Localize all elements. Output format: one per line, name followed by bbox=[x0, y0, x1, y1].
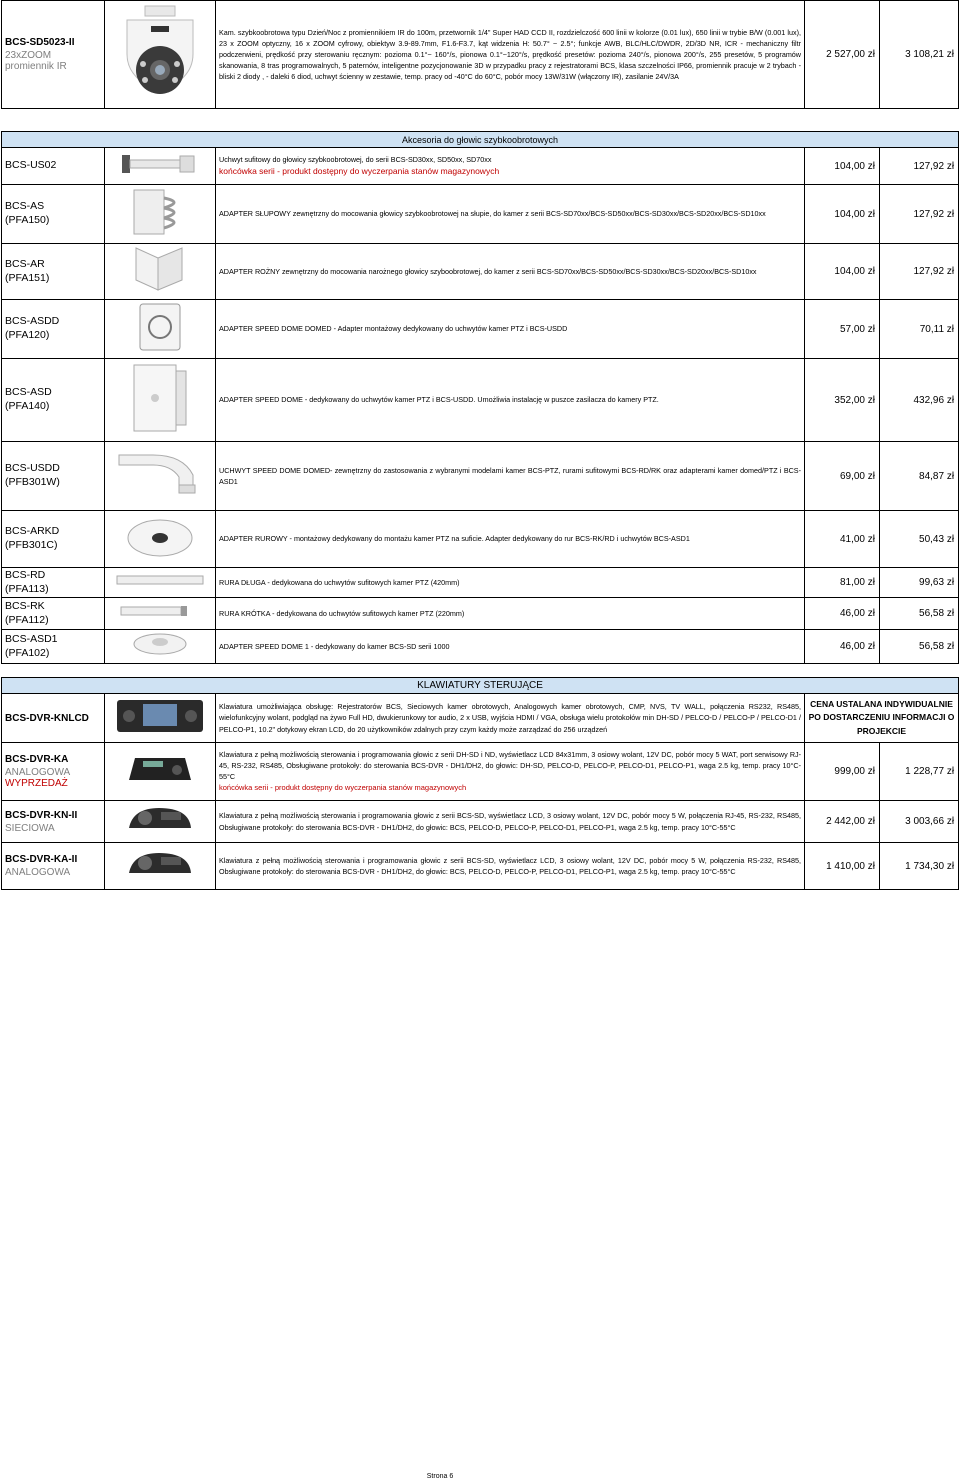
table-row bbox=[2, 244, 959, 300]
item-description: ADAPTER RUROWY - montażowy dedykowany do montażu kamer PTZ na suficie. Adapter dedykowany do rur BCS-RK/RD i uchwytów BCS-ASD1 bbox=[216, 511, 805, 568]
price-gross: 127,92 zł bbox=[880, 148, 959, 185]
wall-bracket-icon bbox=[115, 449, 205, 499]
item-description: RURA DŁUGA - dedykowana do uchwytów sufitowych kamer PTZ (420mm) bbox=[216, 568, 805, 598]
item-sub: (PFA140) bbox=[5, 400, 50, 412]
item-code: BCS-DVR-KNLCD bbox=[5, 712, 89, 724]
item-description-cell bbox=[216, 743, 805, 801]
item-sub: (PFA150) bbox=[5, 214, 50, 226]
table-row bbox=[2, 568, 959, 598]
item-description: ADAPTER SPEED DOME - dedykowany do uchwytów kamer PTZ i BCS-USDD. Umożliwia instalację w puszce zasilacza do kamery PTZ. bbox=[216, 359, 805, 442]
table-row bbox=[2, 1, 959, 109]
table-row bbox=[2, 743, 959, 801]
price-gross: 56,58 zł bbox=[880, 630, 959, 664]
price-net: 2 527,00 zł bbox=[805, 1, 880, 109]
product-description: Kam. szybkoobrotowa typu Dzień/Noc z promiennikiem IR do 100m, przetwornik 1/4" Super HAD CCD II, rozdzielczość 600 linii w kolorze (0.01 lux), 650 linii w trybie B/W (0.001 lux), 23 x ZOOM optyczny, 16 x ZOOM cyfrowy, obiektyw 3.9-89.7mm, F1.6-F3.7, kąt widzenia H: 50.7° ~ 2.5°; funkcje AWB, BLC/HLC/DWDR, 2D/3D NR, ICR - mechaniczny filtr podczerwieni, prędkość przy sterowaniu ręcznym: pozioma 0.1°~ 160°/s, pionowa 0.1°~120°/s, prędkość presetów: pozioma 240°/s, pionowa 200°/s, 255 presetów, 5 programów skanowania, 8 tras programowalnych, 5 paternów, inteligentne pozycjonowanie 3D w przypadku pracy z rejestratorami BCS, klasa szczelności IP66, promiennik pracuje w 2 trybach - bliski 2 diody , - daleki 6 diod, uchwyt ścienny w zestawie, temp. pracy od -40°C do 60°C, pobór mocy 13W/31W (włączony IR), zasilanie 24V/3A bbox=[216, 1, 805, 109]
pole-adapter-icon bbox=[130, 186, 190, 238]
item-code: BCS-US02 bbox=[5, 159, 57, 172]
price-gross: 1 734,30 zł bbox=[880, 843, 959, 890]
item-image-cell bbox=[105, 300, 216, 359]
item-image-cell bbox=[105, 442, 216, 511]
price-gross: 127,92 zł bbox=[880, 244, 959, 300]
item-image-cell bbox=[105, 359, 216, 442]
item-code-cell bbox=[2, 359, 105, 442]
item-code: BCS-ARKD bbox=[5, 525, 60, 538]
item-description: Klawiatura umożliwiająca obsługę: Rejestratorów BCS, Sieciowych kamer obrotowych, Analogowych kamer obrotowych, CMP, NVS, TV WALL, połączenia RS232, RS485, wielofunkcyjny wolant, podgląd na żywo Full HD, dwukierunkowy tor audio, 2 x USB, wyjścia HDMI / VGA, obsługa wielu protokołów min DH-SD / PELCO-D / PELCO-P / PELCO-D1 / PELCO-P1, 10.2" dotykowy ekran LCD, do 20 użytkowników zdalnych przy czym każdy może zarządzać do 256 urządzeń bbox=[216, 694, 805, 743]
price-gross: 432,96 zł bbox=[880, 359, 959, 442]
keyboard-analog2-icon bbox=[125, 847, 195, 881]
item-description: RURA KRÓTKA - dedykowana do uchwytów sufitowych kamer PTZ (220mm) bbox=[216, 598, 805, 630]
item-sub: (PFA151) bbox=[5, 271, 50, 284]
item-code-cell bbox=[2, 300, 105, 359]
item-code-cell bbox=[2, 442, 105, 511]
top-product-table bbox=[1, 0, 959, 109]
item-code-cell bbox=[2, 694, 105, 743]
keyboard-network-icon bbox=[125, 802, 195, 836]
table-row bbox=[2, 843, 959, 890]
product-code: BCS-SD5023-II bbox=[5, 37, 75, 48]
price-net: 104,00 zł bbox=[805, 148, 880, 185]
table-row bbox=[2, 359, 959, 442]
item-description: Klawiatura z pełną możliwością sterowania i programowania głowic z serii BCS-SD, wyświetlacz LCD, 3 osiowy wolant, 12V DC, pobór mocy 5 W, połączenia RJ-45, RS-232, RS485, Obsługiwane protokoły: do sterowania BCS-DVR - DH1/DH2, do głowic: BCS, PELCO-D, PELCO-P, PELCO-D1, PELCO-P1, waga 2.5 kg, temp. pracy 10°C-55°C bbox=[216, 801, 805, 843]
item-image-cell bbox=[105, 843, 216, 890]
item-image-cell bbox=[105, 511, 216, 568]
item-sub: (PFB301C) bbox=[5, 539, 58, 551]
price-gross: 56,58 zł bbox=[880, 598, 959, 630]
item-description: ADAPTER SPEED DOME 1 - dedykowany do kamer BCS-SD serii 1000 bbox=[216, 630, 805, 664]
price-note: CENA USTALANA INDYWIDUALNIE PO DOSTARCZENIU INFORMACJI O PROJEKCIE bbox=[805, 694, 959, 743]
item-sub: (PFA112) bbox=[5, 613, 49, 626]
price-net: 1 410,00 zł bbox=[805, 843, 880, 890]
product-sub2: promiennik IR bbox=[5, 61, 67, 72]
item-description: UCHWYT SPEED DOME DOMED- zewnętrzny do zastosowania z wybranymi modelami kamer BCS-PTZ, rurami sufitowymi BCS-RD/RK oraz adapterami kamer domed/PTZ i BCS-ASD1 bbox=[216, 442, 805, 511]
keyboards-table bbox=[1, 677, 959, 890]
item-sub: (PFA113) bbox=[5, 582, 49, 595]
price-gross: 3 108,21 zł bbox=[880, 1, 959, 109]
item-code-cell bbox=[2, 244, 105, 300]
keyboards-title: KLAWIATURY STERUJĄCE bbox=[2, 678, 959, 694]
item-code: BCS-RD bbox=[5, 568, 46, 581]
table-row bbox=[2, 801, 959, 843]
section-header-row bbox=[2, 678, 959, 694]
section-header-row bbox=[2, 132, 959, 148]
item-image-cell bbox=[105, 568, 216, 598]
item-code: BCS-ASD bbox=[5, 386, 52, 399]
item-code-cell bbox=[2, 568, 105, 598]
price-net: 41,00 zł bbox=[805, 511, 880, 568]
price-net: 81,00 zł bbox=[805, 568, 880, 598]
item-code: BCS-RK bbox=[5, 599, 45, 612]
item-code: BCS-ASDD bbox=[5, 315, 60, 328]
table-row bbox=[2, 694, 959, 743]
item-description: Klawiatura z pełną możliwością sterowania i programowania głowic z serii DH-SD i ND, wyświetlacz LCD 84x31mm, 3 osiowy wolant, 12V DC, pobór mocy 5 WAT, port serwisowy RJ-45, RS-232, RS485, Obsługiwane protokoły: do sterowania BCS-DVR - DH1/DH2, do głowic: DH-SD, PELCO-D, PELCO-P, PELCO-D1, PELCO-P1, waga 2.5 kg, temp. pracy 10°C-55°C bbox=[219, 749, 801, 782]
item-sub: ANALOGOWA bbox=[5, 767, 71, 778]
item-image-cell bbox=[105, 244, 216, 300]
item-sub: (PFB301W) bbox=[5, 476, 60, 488]
item-image-cell bbox=[105, 630, 216, 664]
product-code-cell bbox=[2, 1, 105, 109]
price-net: 46,00 zł bbox=[805, 598, 880, 630]
price-net: 69,00 zł bbox=[805, 442, 880, 511]
item-sub: SIECIOWA bbox=[5, 822, 55, 834]
price-gross: 127,92 zł bbox=[880, 185, 959, 244]
item-image-cell bbox=[105, 743, 216, 801]
item-description: Klawiatura z pełną możliwością sterowania i programowania głowic z serii BCS-SD, wyświetlacz LCD, 3 osiowy wolant, 12V DC, pobór mocy 5 W, połączenia RS-232, RS485, Obsługiwane protokoły: do sterowania BCS-DVR - DH1/DH2, do głowic: BCS, PELCO-D, PELCO-P, PELCO-D1, PELCO-P1, waga 2.5 kg, temp. pracy 10°C-55°C bbox=[216, 843, 805, 890]
junction-box-icon bbox=[128, 361, 192, 435]
price-gross: 84,87 zł bbox=[880, 442, 959, 511]
item-note: końcówka serii - produkt dostępny do wyczerpania stanów magazynowych bbox=[219, 783, 467, 793]
table-row bbox=[2, 148, 959, 185]
price-net: 2 442,00 zł bbox=[805, 801, 880, 843]
price-net: 352,00 zł bbox=[805, 359, 880, 442]
item-note: końcówka serii - produkt dostępny do wyczerpania stanów magazynowych bbox=[219, 165, 500, 176]
item-sub: (PFA120) bbox=[5, 329, 50, 341]
item-description: ADAPTER SPEED DOME DOMED - Adapter montażowy dedykowany do uchwytów kamer PTZ i BCS-USDD bbox=[216, 300, 805, 359]
item-code: BCS-USDD bbox=[5, 462, 60, 475]
item-code-cell bbox=[2, 630, 105, 664]
item-code: BCS-DVR-KA-II bbox=[5, 854, 78, 865]
price-gross: 70,11 zł bbox=[880, 300, 959, 359]
accessories-table bbox=[1, 131, 959, 664]
price-net: 999,00 zł bbox=[805, 743, 880, 801]
item-image-cell bbox=[105, 148, 216, 185]
price-net: 104,00 zł bbox=[805, 244, 880, 300]
price-net: 104,00 zł bbox=[805, 185, 880, 244]
item-description: ADAPTER SŁUPOWY zewnętrzny do mocowania głowicy szybkoobrotowej na słupie, do kamer z serii BCS-SD70xx/BCS-SD50xx/BCS-SD30xx/BCS-SD20xx/BCS-SD10xx bbox=[216, 185, 805, 244]
table-row bbox=[2, 300, 959, 359]
keyboard-analog-icon bbox=[125, 752, 195, 786]
item-code-cell bbox=[2, 511, 105, 568]
item-sub: ANALOGOWA bbox=[5, 867, 71, 878]
accessories-title: Akcesoria do głowic szybkoobrotowych bbox=[2, 132, 959, 148]
item-description: Uchwyt sufitowy do głowicy szybkoobrotowej, do serii BCS-SD30xx, SD50xx, SD70xx bbox=[219, 154, 492, 164]
item-code-cell bbox=[2, 843, 105, 890]
price-gross: 99,63 zł bbox=[880, 568, 959, 598]
price-net: 57,00 zł bbox=[805, 300, 880, 359]
item-sub2: WYPRZEDAŻ bbox=[5, 778, 68, 789]
item-code-cell bbox=[2, 801, 105, 843]
page-number: Strona 6 bbox=[426, 1473, 454, 1480]
item-code: BCS-ASD1 bbox=[5, 632, 58, 645]
dome-adapter-icon bbox=[130, 630, 190, 658]
product-image-cell bbox=[105, 1, 216, 109]
table-row bbox=[2, 511, 959, 568]
price-net: 46,00 zł bbox=[805, 630, 880, 664]
item-code-cell bbox=[2, 148, 105, 185]
price-gross: 1 228,77 zł bbox=[905, 766, 955, 777]
corner-adapter-icon bbox=[130, 244, 190, 294]
keyboard-lcd-icon bbox=[115, 696, 205, 736]
table-row bbox=[2, 185, 959, 244]
table-row bbox=[2, 630, 959, 664]
ceiling-mount-icon bbox=[120, 151, 200, 177]
mounting-adapter-icon bbox=[137, 301, 183, 353]
item-description-cell bbox=[216, 148, 805, 185]
table-row bbox=[2, 442, 959, 511]
speed-dome-camera-icon bbox=[115, 2, 205, 102]
item-code-cell bbox=[2, 598, 105, 630]
item-image-cell bbox=[105, 598, 216, 630]
table-row bbox=[2, 598, 959, 630]
item-sub: (PFA102) bbox=[5, 646, 50, 659]
item-code: BCS-AS bbox=[5, 200, 45, 213]
price-gross-cell bbox=[880, 743, 959, 801]
pipe-adapter-icon bbox=[124, 514, 196, 560]
item-code-cell bbox=[2, 185, 105, 244]
item-code: BCS-AR bbox=[5, 257, 45, 270]
long-pipe-icon bbox=[115, 573, 205, 587]
item-image-cell bbox=[105, 801, 216, 843]
item-description: ADAPTER ROŻNY zewnętrzny do mocowania narożnego głowicy szyboobrotowej, do kamer z serii BCS-SD70xx/BCS-SD50xx/BCS-SD30xx/BCS-SD20xx/BCS-SD10xx bbox=[216, 244, 805, 300]
item-code: BCS-DVR-KA bbox=[5, 754, 69, 765]
product-sub1: 23xZOOM bbox=[5, 50, 52, 61]
price-gross: 3 003,66 zł bbox=[880, 801, 959, 843]
item-code: BCS-DVR-KN-II bbox=[5, 809, 78, 821]
short-pipe-icon bbox=[115, 604, 205, 618]
item-code-cell bbox=[2, 743, 105, 801]
item-image-cell bbox=[105, 694, 216, 743]
item-image-cell bbox=[105, 185, 216, 244]
price-gross: 50,43 zł bbox=[880, 511, 959, 568]
